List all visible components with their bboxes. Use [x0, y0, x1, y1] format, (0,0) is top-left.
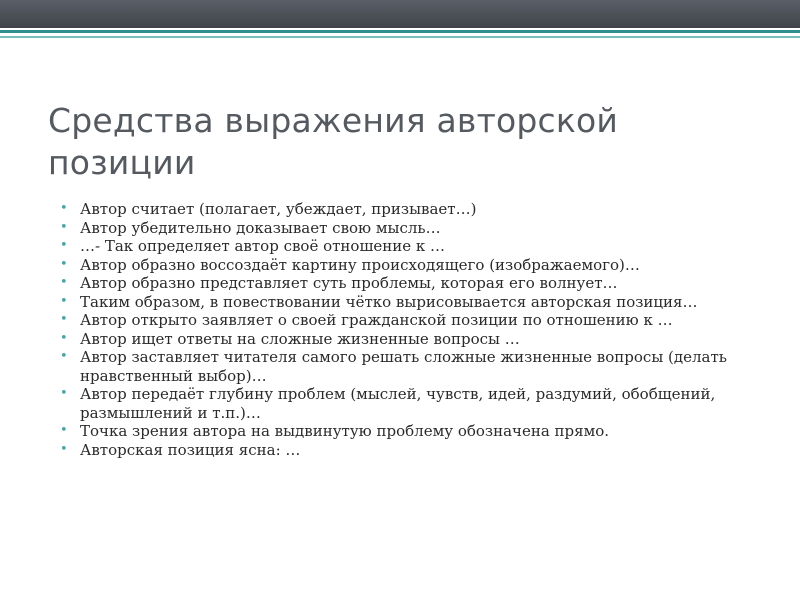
slide-title: Средства выражения авторской позиции: [48, 101, 619, 182]
accent-line: [0, 30, 800, 33]
list-item: [58, 293, 770, 312]
bullet-icon: •: [60, 238, 68, 253]
list-item-text: Автор образно представляет суть проблемы, которая его волнует…: [80, 274, 618, 292]
bullet-icon: •: [60, 441, 68, 457]
bullet-icon: •: [60, 219, 68, 235]
bullet-icon: •: [60, 423, 68, 438]
bullet-icon: •: [60, 330, 68, 346]
list-item: [58, 237, 770, 256]
bullet-list: [58, 200, 770, 459]
list-item: [58, 330, 770, 349]
bullet-icon: •: [60, 386, 68, 401]
list-item-text: Автор передаёт глубину проблем (мыслей, чувств, идей, раздумий, обобщений, размышлений и т.п.)…: [80, 385, 716, 422]
list-item: [58, 200, 770, 219]
list-item-text: …- Так определяет автор своё отношение к …: [80, 237, 446, 255]
list-item-text: Автор ищет ответы на сложные жизненные вопросы …: [80, 329, 520, 348]
list-item: [58, 348, 770, 385]
accent-line-secondary: [0, 36, 800, 38]
list-item: [58, 311, 770, 330]
bullet-icon: •: [60, 293, 68, 309]
list-item: [58, 422, 770, 441]
bullet-icon: •: [60, 275, 68, 290]
list-item-text: Автор образно воссоздаёт картину происходящего (изображаемого)…: [80, 255, 640, 274]
header-band: [0, 0, 800, 28]
list-item-text: Авторская позиция ясна: …: [80, 440, 301, 459]
list-item-text: Автор убедительно доказывает свою мысль…: [80, 218, 441, 237]
bullet-icon: •: [60, 349, 68, 364]
list-item: [58, 385, 770, 422]
list-item: [58, 274, 770, 293]
bullet-icon: •: [60, 201, 68, 216]
list-item-text: Автор открыто заявляет о своей гражданской позиции по отношению к …: [80, 311, 673, 329]
bullet-icon: •: [60, 312, 68, 327]
list-item: [58, 256, 770, 275]
list-item-text: Автор заставляет читателя самого решать сложные жизненные вопросы (делать нравственный выбор)…: [80, 348, 727, 385]
list-item-text: Таким образом, в повествовании чётко вырисовывается авторская позиция…: [80, 292, 698, 311]
list-item-text: Точка зрения автора на выдвинутую проблему обозначена прямо.: [80, 422, 610, 440]
list-item: [58, 219, 770, 238]
list-item: [58, 441, 770, 460]
bullet-icon: •: [60, 256, 68, 272]
list-item-text: Автор считает (полагает, убеждает, призывает…): [80, 200, 477, 218]
